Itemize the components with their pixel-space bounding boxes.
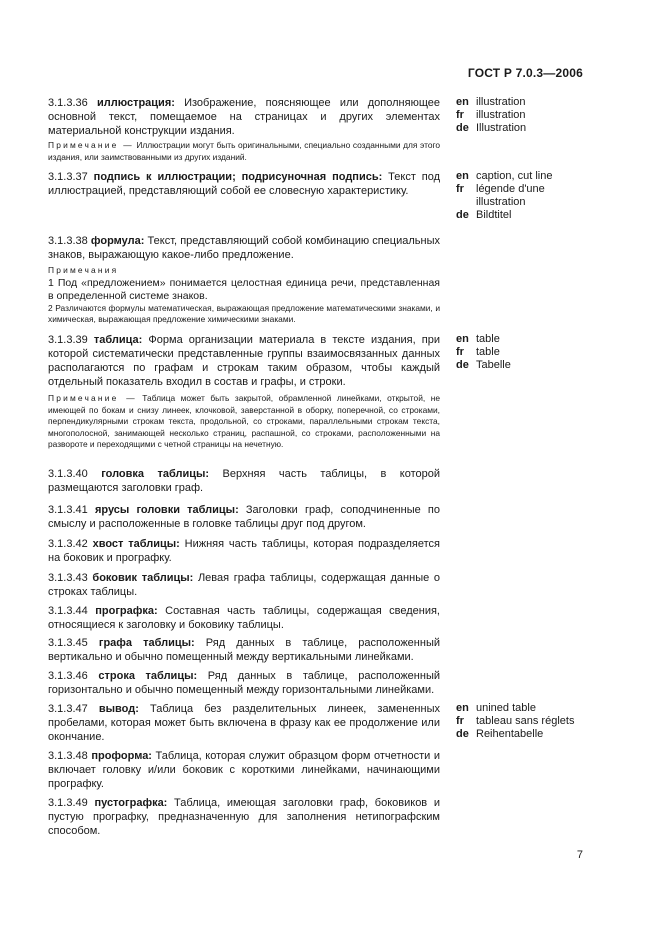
note-3-1-3-36: Примечание — Иллюстрации могут быть оригинальными, специально созданными для этого издания, или заимствованными из других изданий.	[48, 140, 440, 162]
translations: en table fr table de Tabelle	[456, 333, 511, 371]
translations: en illustration fr illustration de Illustration	[456, 96, 527, 134]
entry-3-1-3-48: 3.1.3.48 проформа: Таблица, которая служит образцом форм отчетности и включает головку и/или боковик с короткими линейками, начинающими прографку.	[48, 750, 440, 790]
entry-3-1-3-42: 3.1.3.42 хвост таблицы: Нижняя часть таблицы, которая подразделяется на боковик и прографку.	[48, 538, 441, 564]
note-3-1-3-39: Примечание — Таблица может быть закрытой, обрамленной линейками, открытой, не имеющей по бокам и снизу линеек, клочковой, заверстанной в оборку, поперечной, со строками, перпендикулярными строкам текста, продольной, со строками, параллельными строкам текста, многополосной, занимающей несколько страниц, распашной, со строками, расположенными на развороте и переходящими с четной страницы на нечетную.	[48, 393, 441, 449]
translations: en unined table fr tableau sans réglets de Reihentabelle	[456, 702, 575, 740]
entry-3-1-3-43: 3.1.3.43 боковик таблицы: Левая графа таблицы, содержащая данные о строках таблицы.	[48, 572, 440, 598]
entry-3-1-3-40: 3.1.3.40 головка таблицы: Верхняя часть таблицы, в которой размещаются заголовки граф.	[48, 468, 440, 494]
entry-definition: Изображение, поясняющее или дополняющее основной текст, помещаемое на страницах и других элементах материальной конструкции издания.	[48, 97, 440, 137]
translations: en caption, cut line fr légende d'une illustration de Bildtitel	[456, 170, 553, 221]
note-3-1-3-38: Примечания 1 Под «предложением» понимается целостная единица речи, представленная в определенной системе знаков. 2 Различаются формулы математическая, выражающая предложение математическими знаками, и химическая, выражающая предложение химическими знаками.	[48, 265, 440, 324]
entry-3-1-3-38: 3.1.3.38 формула: Текст, представляющий собой комбинацию специальных знаков, выражающую какое-либо предложение.	[48, 235, 440, 261]
entry-3-1-3-44: 3.1.3.44 прографка: Составная часть таблицы, содержащая сведения, относящиеся к заголовку и боковику таблицы.	[48, 605, 440, 631]
document-header: ГОСТ Р 7.0.3—2006	[467, 66, 583, 80]
entry-3-1-3-49: 3.1.3.49 пустографка: Таблица, имеющая заголовки граф, боковиков и пустую прографку, предназначенную для заполнения нетипографским способом.	[48, 797, 440, 837]
entry-term: иллюстрация:	[96, 97, 175, 109]
entry-3-1-3-41: 3.1.3.41 ярусы головки таблицы: Заголовки граф, соподчиненные по смыслу и расположенные в головке таблицы друг под другом.	[48, 504, 440, 530]
entry-3-1-3-46: 3.1.3.46 строка таблицы: Ряд данных в таблице, расположенный горизонтально и обычно помещенный между горизонтальными линейками.	[48, 670, 440, 696]
page-number: 7	[576, 849, 583, 861]
entry-3-1-3-39: 3.1.3.39 таблица: Форма организации материала в тексте издания, при которой систематически представленные группы взаимосвязанных данных располагаются по графам и строкам таким образом, чтобы каждый отдельный показатель входил в состав и графы, и строки. en table fr table de Tabelle	[48, 333, 614, 389]
entry-3-1-3-37: 3.1.3.37 подпись к иллюстрации; подрисуночная подпись: Текст под иллюстрацией, представляющий собой ее словесную характеристику. en caption, cut line fr légende d'une illustration de Bildtitel	[48, 170, 614, 198]
entry-3-1-3-45: 3.1.3.45 графа таблицы: Ряд данных в таблице, расположенный вертикально и обычно помещенный между вертикальными линейками.	[48, 637, 440, 663]
entry-number: 3.1.3.36	[48, 97, 88, 109]
entry-3-1-3-36	[48, 96, 614, 138]
entry-3-1-3-47: 3.1.3.47 вывод: Таблица без разделительных линеек, замененных пробелами, которая может быть включена в фразу как ее продолжение или окончание. en unined table fr tableau sans réglets de Reihentabelle	[48, 702, 614, 744]
